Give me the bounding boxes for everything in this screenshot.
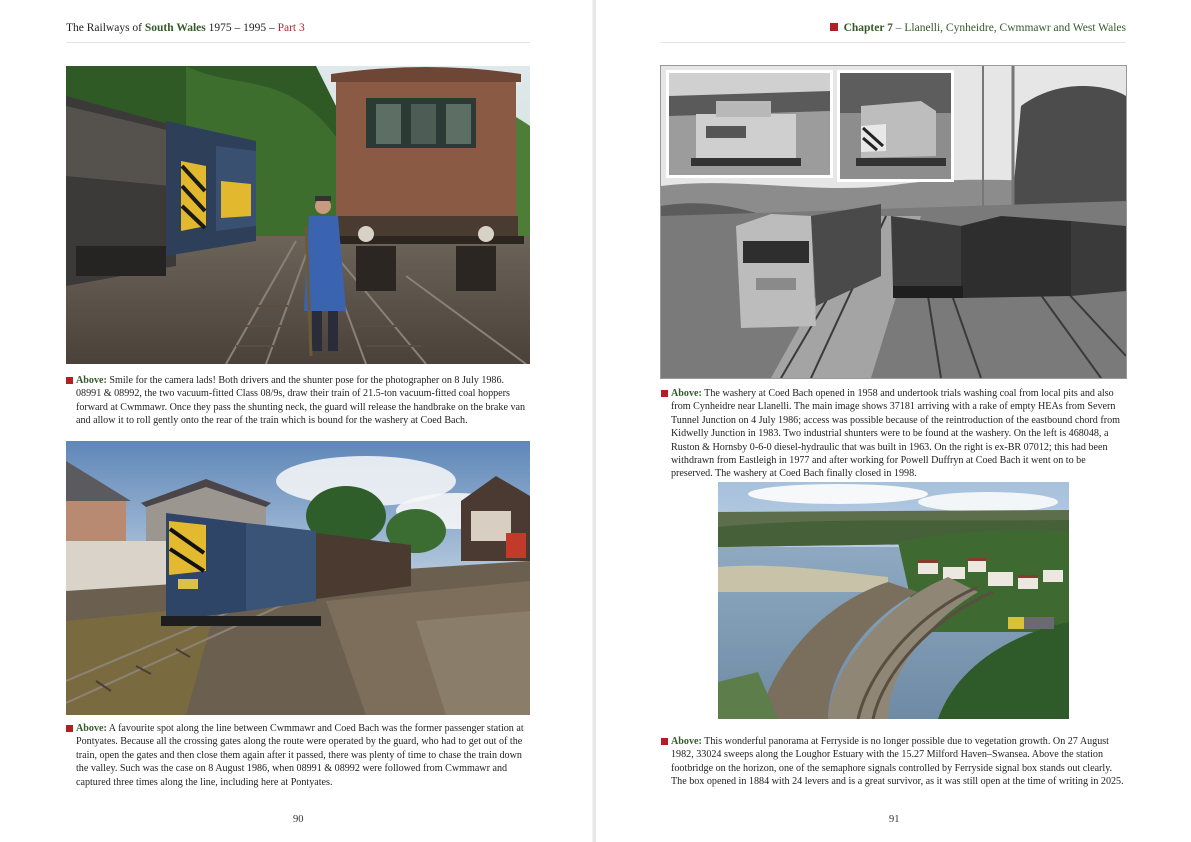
caption-lead: Above: — [76, 723, 107, 734]
caption-marker-icon — [661, 738, 668, 745]
caption-lead: Above: — [671, 388, 702, 399]
chapter-title: Llanelli, Cynheidre, Cwmmawr and West Wales — [904, 22, 1126, 34]
caption-lead: Above: — [671, 736, 702, 747]
caption-text: Smile for the camera lads! Both drivers and the shunter pose for the photographer on 8 July 1986. 08991 & 08992, the two vacuum-fitted Class 08/9s, draw their train of 21.5-ton vacuum-fitted coal hoppers forward at Cwmmawr. Once they pass the shunting neck, the guard will release the handbrake on the brake van and allow it to roll gently onto the rear of the train which is bound for the washery at Coed Bach. — [76, 375, 526, 427]
book-title-part: Part 3 — [277, 22, 305, 34]
header-rule-right — [661, 42, 1126, 43]
caption-bottom-left — [66, 722, 530, 789]
caption-top-left — [66, 374, 530, 428]
page-number-left: 90 — [293, 814, 304, 825]
caption-marker-icon — [66, 377, 73, 384]
chapter-separator: – — [892, 22, 905, 34]
right-page — [596, 0, 1191, 842]
caption-marker-icon — [66, 725, 73, 732]
caption-text: This wonderful panorama at Ferryside is no longer possible due to vegetation growth. On 27 August 1982, 33024 sweeps along the Loughor Estuary with the 15.27 Milford Haven–Swansea. Above the station footbridge on the horizon, one of the semaphore signals controlled by Ferryside signal box stands out clearly. The box opened in 1884 with 24 levers and is a great survivor, as it was still open at the time of writing in 2025. — [671, 736, 1124, 788]
caption-lead: Above: — [76, 375, 107, 386]
left-page — [0, 0, 595, 842]
ferryside-panorama-photo — [718, 482, 1069, 719]
caption-bottom-right — [661, 735, 1126, 789]
book-title-years: 1975 – 1995 – — [205, 22, 278, 34]
chapter-marker-icon — [830, 23, 838, 31]
running-head-right — [830, 22, 1126, 34]
chapter-number: Chapter 7 — [843, 22, 893, 34]
page-number-right: 91 — [889, 814, 900, 825]
book-title-prefix: The Railways of — [66, 22, 145, 34]
pontyates-station-photo — [66, 441, 530, 715]
book-title-region: South Wales — [144, 22, 206, 34]
brake-van-photo — [66, 66, 530, 364]
caption-text: A favourite spot along the line between Cwmmawr and Coed Bach was the former passenger station at Pontyates. Because all the crossing gates along the route were operated by the guard, who had to get out of the train, open the gates and then close them again after it passed, there was plenty of time to chase the train down the valley. Such was the case on 8 August 1986, when 08991 & 08992 were followed from Cwmmawr and captured three times along the line, including here at Pontyates. — [76, 723, 524, 788]
caption-marker-icon — [661, 390, 668, 397]
caption-text: The washery at Coed Bach opened in 1958 and undertook trials washing coal from local pits and also from Cynheidre near Llanelli. The main image shows 37181 arriving with a rake of empty HEAs from Severn Tunnel Junction on 4 July 1986; access was possible because of the reintroduction of the eastbound chord from Kidwelly Junction in 1983. Two industrial shunters were to be found at the washery. On the left is 468048, a Ruston & Hornsby 0-6-0 diesel-hydraulic that was built in 1963. On the right is ex-BR 07012; this had been withdrawn from Eastleigh in 1977 and after working for Powell Duffryn at Coed Bach it went on to be preserved. The washery at Coed Bach finally closed in 1998. — [671, 388, 1120, 480]
running-head-left — [66, 22, 305, 34]
caption-top-right — [661, 387, 1126, 481]
header-rule-left — [66, 42, 530, 43]
coed-bach-washery-photo — [661, 66, 1126, 378]
